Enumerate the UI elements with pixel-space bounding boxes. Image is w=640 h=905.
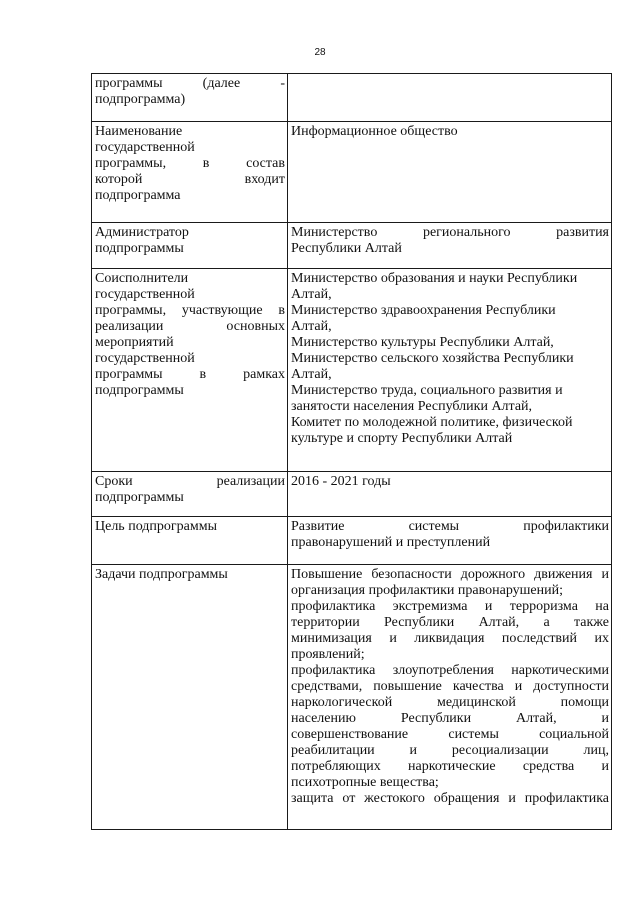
value-line: профилактика злоупотребления наркотическими (291, 663, 609, 678)
value-line: Министерство труда, социального развития и (291, 383, 563, 398)
value-line: Информационное общество (291, 124, 458, 139)
row-value-cell (288, 74, 612, 122)
value-line: Развитие системы профилактики (291, 519, 609, 534)
label-line: государственной (95, 351, 195, 366)
row-label-cell (92, 517, 288, 565)
value-line: 2016 - 2021 годы (291, 474, 391, 489)
label-line: подпрограммы (95, 490, 184, 505)
row-value-cell (288, 223, 612, 269)
row-label-cell (92, 223, 288, 269)
value-line: Министерство образования и науки Республики (291, 271, 578, 286)
row-value-cell (288, 565, 612, 830)
row-label-cell (92, 122, 288, 223)
label-line: Соисполнители (95, 271, 189, 286)
value-line: Министерство регионального развития (291, 225, 609, 240)
label-line: подпрограмма (95, 188, 181, 203)
label-line: мероприятий (95, 335, 174, 350)
value-line: средствами, повышение качества и доступности (291, 679, 609, 694)
value-line: совершенствование системы социальной (291, 727, 609, 742)
value-line: Министерство здравоохранения Республики (291, 303, 556, 318)
label-line: Сроки реализации (95, 474, 285, 489)
passport-table (91, 73, 612, 830)
row-value-cell (288, 122, 612, 223)
label-line: Задачи подпрограммы (95, 567, 228, 582)
value-line: Министерство культуры Республики Алтай, (291, 335, 554, 350)
row-label-cell (92, 565, 288, 830)
table-row (92, 472, 612, 517)
value-line: занятости населения Республики Алтай, (291, 399, 533, 414)
value-line: минимизация и ликвидация последствий их (291, 631, 609, 646)
label-line: Цель подпрограммы (95, 519, 217, 534)
label-line: программы в рамках (95, 367, 285, 382)
value-line: организация профилактики правонарушений; (291, 583, 563, 598)
table-row (92, 565, 612, 830)
value-line: наркологической медицинской помощи (291, 695, 609, 710)
value-line: Комитет по молодежной политике, физической (291, 415, 573, 430)
value-line: потребляющих наркотические средства и (291, 759, 609, 774)
page-number: 28 (314, 47, 326, 58)
value-line: населению Республики Алтай, и (291, 711, 609, 726)
row-label-cell (92, 269, 288, 472)
value-line: правонарушений и преступлений (291, 535, 491, 550)
label-line: подпрограммы (95, 383, 184, 398)
value-line: Алтай, (291, 367, 332, 382)
label-line: Наименование (95, 124, 183, 139)
row-value-cell (288, 517, 612, 565)
table-row (92, 74, 612, 122)
value-line: профилактика экстремизма и терроризма на (291, 599, 609, 614)
label-line: государственной (95, 140, 195, 155)
row-value-cell (288, 269, 612, 472)
value-line: Министерство сельского хозяйства Республики (291, 351, 574, 366)
value-line: проявлений; (291, 647, 365, 662)
value-line: защита от жестокого обращения и профилактика (291, 791, 609, 806)
value-line: Алтай, (291, 287, 332, 302)
row-label-cell (92, 74, 288, 122)
label-line: программы, участвующие в (95, 303, 285, 318)
label-line: подпрограммы (95, 241, 184, 256)
label-line: Администратор (95, 225, 189, 240)
label-line: которой входит (95, 172, 285, 187)
label-line: государственной (95, 287, 195, 302)
value-line: реабилитации и ресоциализации лиц, (291, 743, 609, 758)
label-line: подпрограмма) (95, 92, 186, 107)
label-line: программы (далее - (95, 76, 285, 91)
table-row (92, 223, 612, 269)
row-label-cell (92, 472, 288, 517)
table-row (92, 517, 612, 565)
value-line: Республики Алтай (291, 241, 402, 256)
value-line: Повышение безопасности дорожного движения и (291, 567, 609, 582)
table-row (92, 122, 612, 223)
value-line: культуре и спорту Республики Алтай (291, 431, 513, 446)
table-row (92, 269, 612, 472)
value-line: психотропные вещества; (291, 775, 439, 790)
label-line: реализации основных (95, 319, 285, 334)
value-line: Алтай, (291, 319, 332, 334)
value-line: территории Республики Алтай, а также (291, 615, 609, 630)
label-line: программы, в состав (95, 156, 285, 171)
row-value-cell (288, 472, 612, 517)
